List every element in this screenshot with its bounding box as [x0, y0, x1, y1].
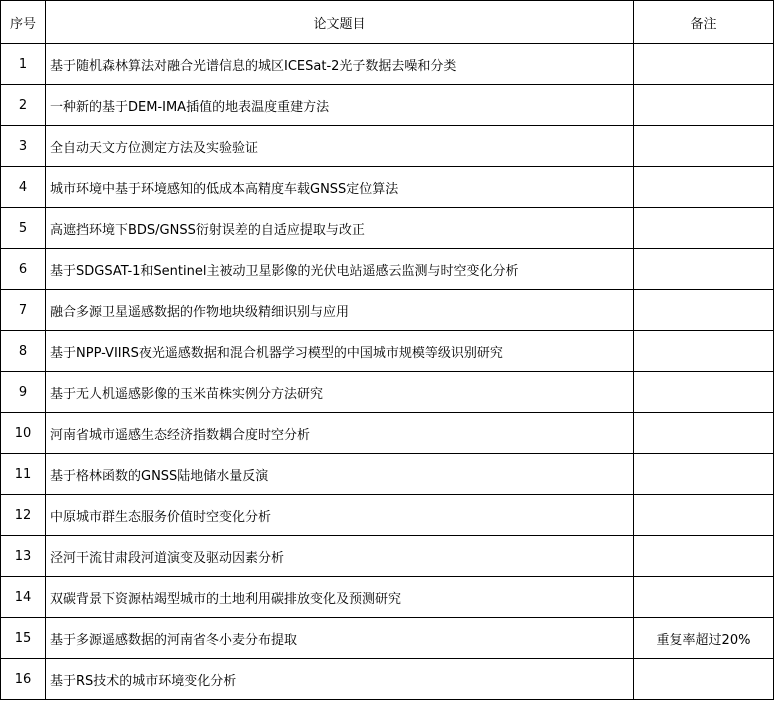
- table-row: [1, 290, 774, 331]
- table-row: [1, 372, 774, 413]
- row-remarks: [634, 331, 774, 372]
- row-serial-number: 7: [1, 290, 46, 331]
- row-thesis-title: 基于随机森林算法对融合光谱信息的城区ICESat-2光子数据去噪和分类: [46, 44, 634, 85]
- table-row: [1, 44, 774, 85]
- row-thesis-title: 一种新的基于DEM-IMA插值的地表温度重建方法: [46, 85, 634, 126]
- table-row: [1, 85, 774, 126]
- table-row: [1, 208, 774, 249]
- row-remarks: [634, 495, 774, 536]
- row-thesis-title: 基于无人机遥感影像的玉米苗株实例分方法研究: [46, 372, 634, 413]
- header-remarks: 备注: [634, 1, 774, 44]
- row-remarks: [634, 372, 774, 413]
- row-thesis-title: 基于格林函数的GNSS陆地储水量反演: [46, 454, 634, 495]
- row-serial-number: 15: [1, 618, 46, 659]
- row-remarks: [634, 85, 774, 126]
- row-serial-number: 6: [1, 249, 46, 290]
- row-remarks: [634, 167, 774, 208]
- row-serial-number: 2: [1, 85, 46, 126]
- table-row: [1, 659, 774, 700]
- row-thesis-title: 中原城市群生态服务价值时空变化分析: [46, 495, 634, 536]
- row-thesis-title: 泾河干流甘肃段河道演变及驱动因素分析: [46, 536, 634, 577]
- row-thesis-title: 河南省城市遥感生态经济指数耦合度时空分析: [46, 413, 634, 454]
- row-thesis-title: 融合多源卫星遥感数据的作物地块级精细识别与应用: [46, 290, 634, 331]
- row-serial-number: 12: [1, 495, 46, 536]
- row-remarks: [634, 249, 774, 290]
- row-serial-number: 3: [1, 126, 46, 167]
- row-serial-number: 8: [1, 331, 46, 372]
- row-thesis-title: 基于多源遥感数据的河南省冬小麦分布提取: [46, 618, 634, 659]
- row-thesis-title: 基于SDGSAT-1和Sentinel主被动卫星影像的光伏电站遥感云监测与时空变化分析: [46, 249, 634, 290]
- row-serial-number: 4: [1, 167, 46, 208]
- row-serial-number: 14: [1, 577, 46, 618]
- table-row: [1, 167, 774, 208]
- table-row: [1, 413, 774, 454]
- row-thesis-title: 基于NPP-VIIRS夜光遥感数据和混合机器学习模型的中国城市规模等级识别研究: [46, 331, 634, 372]
- row-remarks: 重复率超过20%: [634, 618, 774, 659]
- row-thesis-title: 高遮挡环境下BDS/GNSS衍射误差的自适应提取与改正: [46, 208, 634, 249]
- table-row: [1, 577, 774, 618]
- row-thesis-title: 城市环境中基于环境感知的低成本高精度车载GNSS定位算法: [46, 167, 634, 208]
- header-thesis-title: 论文题目: [46, 1, 634, 44]
- row-remarks: [634, 413, 774, 454]
- table-row: [1, 536, 774, 577]
- table-row: [1, 495, 774, 536]
- table-row: [1, 331, 774, 372]
- row-remarks: [634, 290, 774, 331]
- row-serial-number: 13: [1, 536, 46, 577]
- row-remarks: [634, 454, 774, 495]
- table-row: [1, 454, 774, 495]
- table-row: [1, 618, 774, 659]
- header-row: [1, 1, 774, 44]
- row-serial-number: 9: [1, 372, 46, 413]
- row-remarks: [634, 659, 774, 700]
- row-remarks: [634, 208, 774, 249]
- table-row: [1, 126, 774, 167]
- table-row: [1, 249, 774, 290]
- row-serial-number: 10: [1, 413, 46, 454]
- row-remarks: [634, 577, 774, 618]
- row-serial-number: 1: [1, 44, 46, 85]
- row-serial-number: 16: [1, 659, 46, 700]
- row-serial-number: 11: [1, 454, 46, 495]
- row-remarks: [634, 126, 774, 167]
- row-thesis-title: 全自动天文方位测定方法及实验验证: [46, 126, 634, 167]
- row-thesis-title: 基于RS技术的城市环境变化分析: [46, 659, 634, 700]
- row-remarks: [634, 44, 774, 85]
- row-thesis-title: 双碳背景下资源枯竭型城市的土地利用碳排放变化及预测研究: [46, 577, 634, 618]
- header-serial-number: 序号: [1, 1, 46, 44]
- row-remarks: [634, 536, 774, 577]
- row-serial-number: 5: [1, 208, 46, 249]
